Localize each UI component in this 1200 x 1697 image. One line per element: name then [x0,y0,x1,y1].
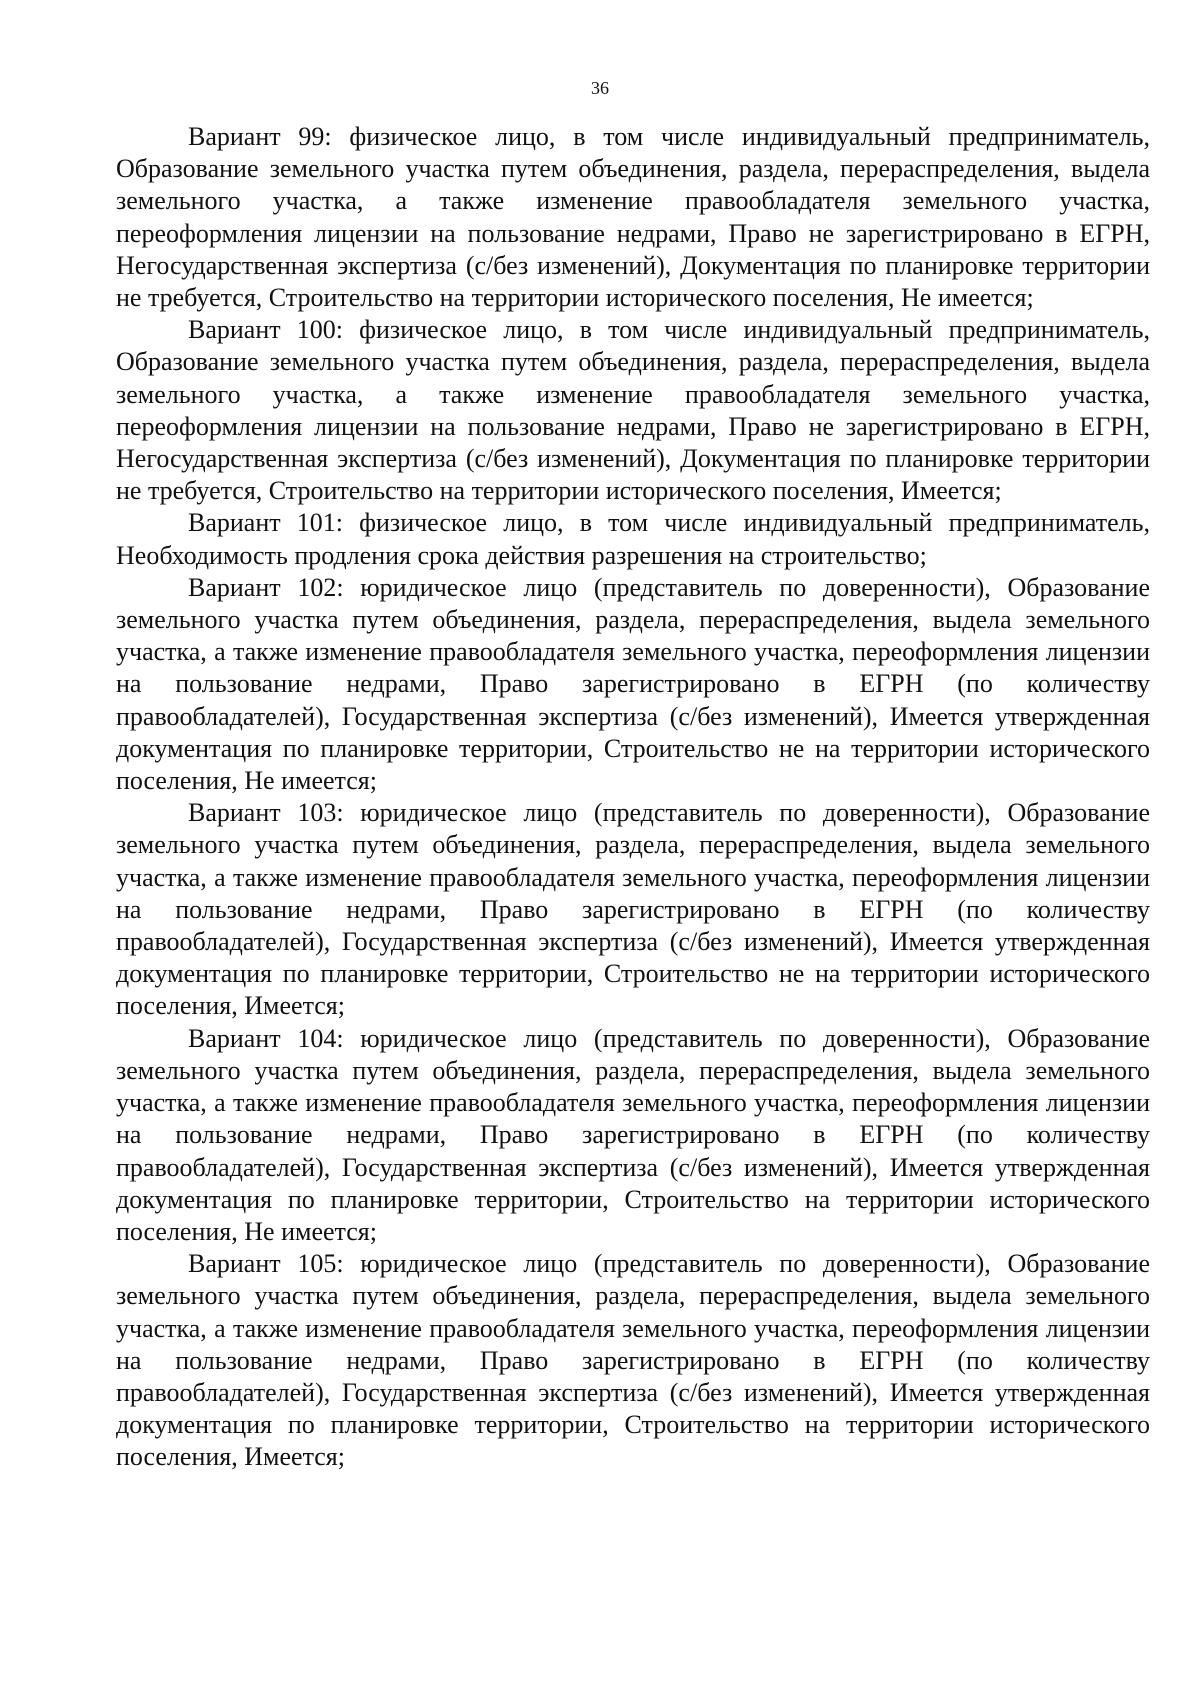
variant-102-paragraph: Вариант 102: юридическое лицо (представитель по доверенности), Образование земельного участка путем объединения, раздела, перераспределения, выдела земельного участка, а также изменение правообладателя земельного участка, переоформления лицензии на пользование недрами, Право зарегистрировано в ЕГРН (по количеству правообладателей), Государственная экспертиза (с/без изменений), Имеется утвержденная документация по планировке территории, Строительство не на территории исторического поселения, Не имеется; [116,572,1150,796]
page-number: 36 [591,78,609,98]
variant-103-paragraph: Вариант 103: юридическое лицо (представитель по доверенности), Образование земельного участка путем объединения, раздела, перераспределения, выдела земельного участка, а также изменение правообладателя земельного участка, переоформления лицензии на пользование недрами, Право зарегистрировано в ЕГРН (по количеству правообладателей), Государственная экспертиза (с/без изменений), Имеется утвержденная документация по планировке территории, Строительство не на территории исторического поселения, Имеется; [116,798,1150,1021]
variant-101-paragraph: Вариант 101: физическое лицо, в том числе индивидуальный предприниматель, Необходимость продления срока действия разрешения на строительство; [116,508,1150,570]
variant-100-paragraph: Вариант 100: физическое лицо, в том числе индивидуальный предприниматель, Образование земельного участка путем объединения, раздела, перераспределения, выдела земельного участка, а также изменение правообладателя земельного участка, переоформления лицензии на пользование недрами, Право не зарегистрировано в ЕГРН, Негосударственная экспертиза (с/без изменений), Документация по планировке территории не требуется, Строительство на территории исторического поселения, Имеется; [116,315,1150,506]
variant-104-paragraph: Вариант 104: юридическое лицо (представитель по доверенности), Образование земельного участка путем объединения, раздела, перераспределения, выдела земельного участка, а также изменение правообладателя земельного участка, переоформления лицензии на пользование недрами, Право зарегистрировано в ЕГРН (по количеству правообладателей), Государственная экспертиза (с/без изменений), Имеется утвержденная документация по планировке территории, Строительство на территории исторического поселения, Не имеется; [116,1023,1150,1246]
variant-105-paragraph: Вариант 105: юридическое лицо (представитель по доверенности), Образование земельного участка путем объединения, раздела, перераспределения, выдела земельного участка, а также изменение правообладателя земельного участка, переоформления лицензии на пользование недрами, Право зарегистрировано в ЕГРН (по количеству правообладателей), Государственная экспертиза (с/без изменений), Имеется утвержденная документация по планировке территории, Строительство на территории исторического поселения, Имеется; [116,1249,1150,1472]
document-body [116,121,1150,1474]
variant-99-paragraph: Вариант 99: физическое лицо, в том числе индивидуальный предприниматель, Образование земельного участка путем объединения, раздела, перераспределения, выдела земельного участка, а также изменение правообладателя земельного участка, переоформления лицензии на пользование недрами, Право не зарегистрировано в ЕГРН, Негосударственная экспертиза (с/без изменений), Документация по планировке территории не требуется, Строительство на территории исторического поселения, Не имеется; [116,122,1150,313]
